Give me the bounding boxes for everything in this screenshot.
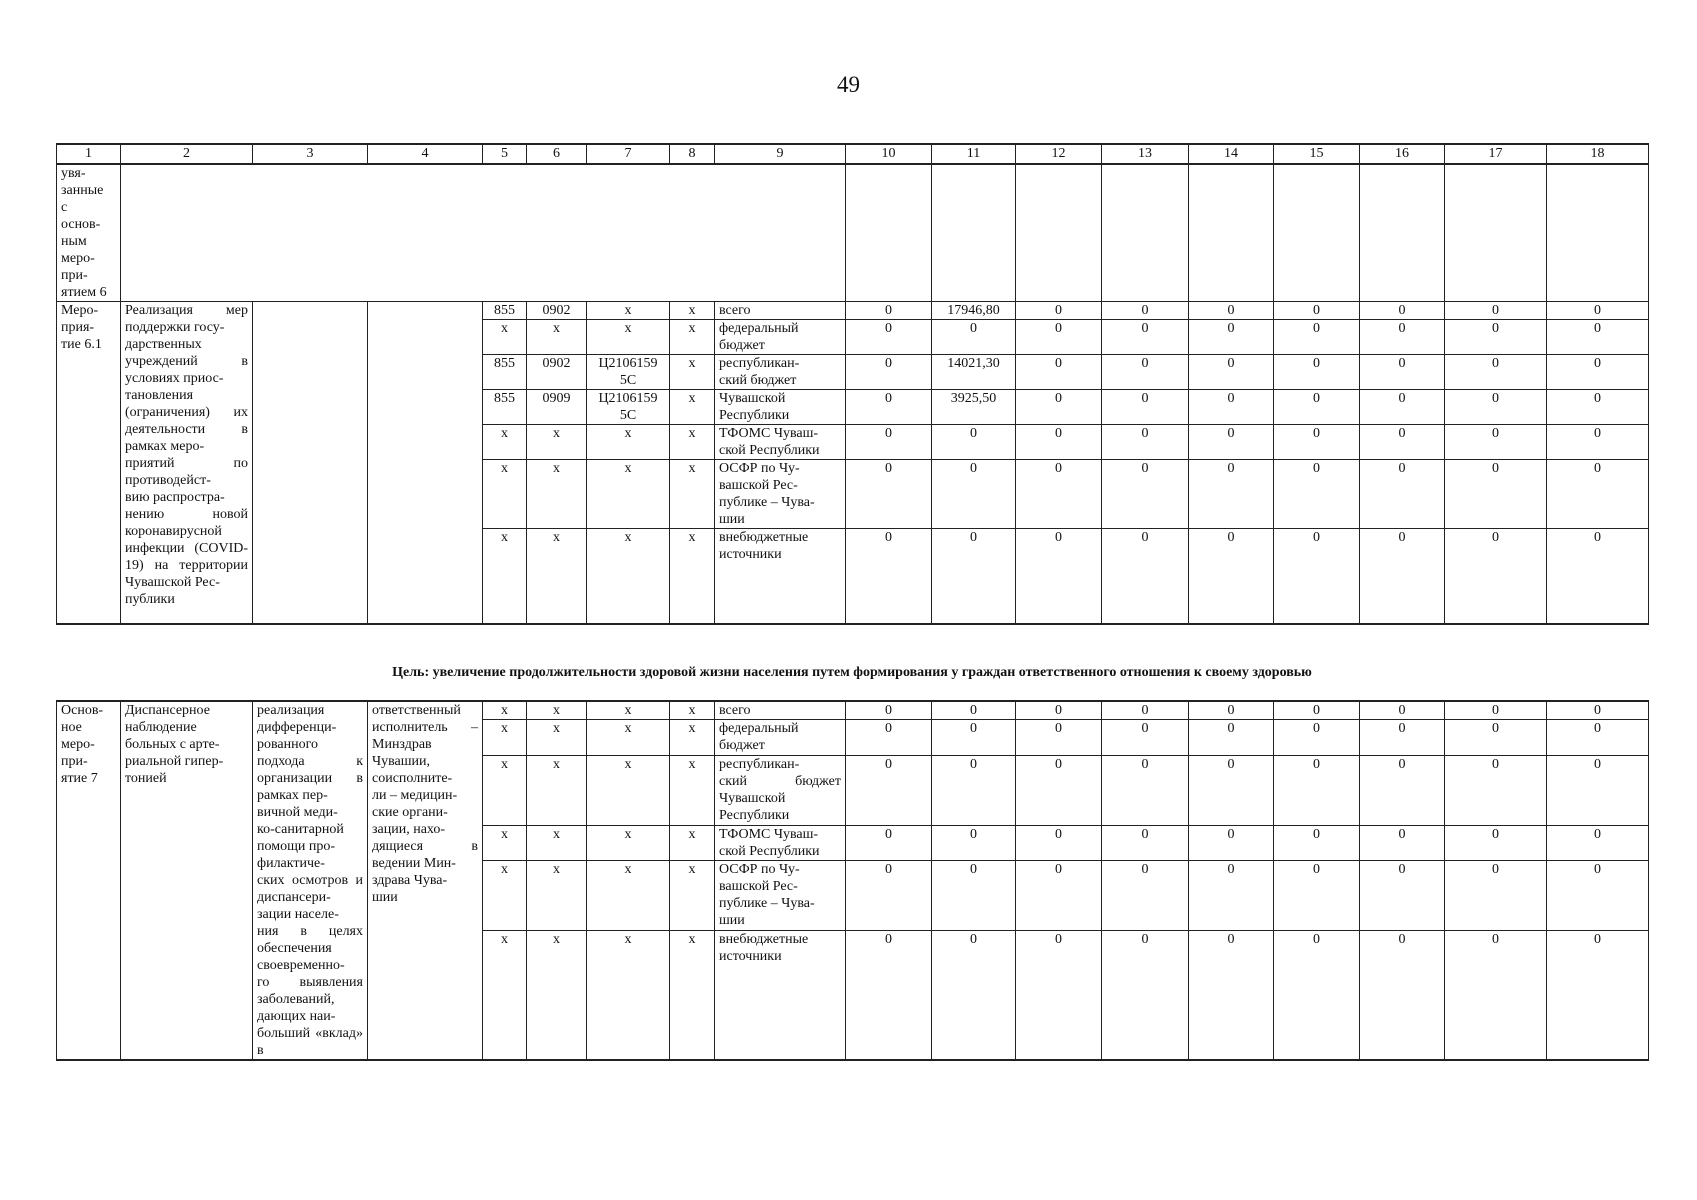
value-cell: 0: [1547, 825, 1649, 860]
value-cell: 0: [846, 930, 932, 1060]
value-cell: 0: [1445, 860, 1547, 930]
empty-merged-cell: [121, 164, 846, 302]
value-cell: 0: [1360, 302, 1445, 320]
value-cell: 0: [1274, 390, 1360, 425]
value-cell: 0: [1102, 930, 1189, 1060]
value-cell: 0: [1360, 320, 1445, 355]
value-cell: 0: [1016, 720, 1102, 755]
code-c5: x: [483, 720, 527, 755]
code-c8: x: [670, 755, 715, 825]
value-cell: 0: [1016, 860, 1102, 930]
executor-cell: [368, 302, 483, 624]
column-number-5: 5: [483, 144, 527, 164]
value-cell: 0: [1102, 302, 1189, 320]
value-cell: 0: [1445, 355, 1547, 390]
code-c5: x: [483, 529, 527, 624]
value-cell: 0: [1274, 355, 1360, 390]
column-number-14: 14: [1189, 144, 1274, 164]
value-cell: 0: [846, 302, 932, 320]
value-cell: 0: [846, 355, 932, 390]
value-cell: 0: [1274, 302, 1360, 320]
value-cell: 0: [1445, 425, 1547, 460]
value-cell: 0: [1274, 720, 1360, 755]
value-cell: 0: [1274, 460, 1360, 529]
column-number-3: 3: [253, 144, 368, 164]
code-c7: x: [587, 460, 670, 529]
value-cell: 0: [1547, 425, 1649, 460]
value-cell: 0: [1189, 860, 1274, 930]
value-cell: 0: [1016, 701, 1102, 720]
code-c6: 0902: [527, 302, 587, 320]
code-c8: x: [670, 529, 715, 624]
value-cell: 0: [1445, 320, 1547, 355]
code-c7: x: [587, 302, 670, 320]
value-cell: 0: [1016, 355, 1102, 390]
value-cell: 0: [1360, 720, 1445, 755]
value-cell: 0: [1360, 860, 1445, 930]
goal-heading: Цель: увеличение продолжительности здоровой жизни населения путем формирования у граждан ответственного отношения к своему здоровью: [392, 665, 1312, 680]
value-cell: 0: [932, 320, 1016, 355]
value-cell: 0: [932, 529, 1016, 624]
value-cell: 0: [1547, 390, 1649, 425]
column-number-18: 18: [1547, 144, 1649, 164]
funding-source: всего: [715, 701, 846, 720]
code-c5: 855: [483, 355, 527, 390]
value-cell: 0: [1102, 755, 1189, 825]
column-number-16: 16: [1360, 144, 1445, 164]
table-row: [57, 302, 1649, 320]
value-cell: 0: [1016, 755, 1102, 825]
value-cell: 0: [1445, 701, 1547, 720]
value-cell: 0: [1360, 755, 1445, 825]
value-cell: 0: [1016, 302, 1102, 320]
empty-cell: [1445, 164, 1547, 302]
code-c6: x: [527, 755, 587, 825]
code-c8: x: [670, 720, 715, 755]
value-cell: 0: [1360, 355, 1445, 390]
code-c5: x: [483, 701, 527, 720]
code-c5: x: [483, 755, 527, 825]
value-cell: 0: [1445, 460, 1547, 529]
empty-cell: [1360, 164, 1445, 302]
value-cell: 0: [1547, 860, 1649, 930]
empty-cell: [1102, 164, 1189, 302]
value-cell: 0: [932, 930, 1016, 1060]
code-c6: x: [527, 529, 587, 624]
value-cell: 0: [1189, 701, 1274, 720]
value-cell: 0: [1016, 529, 1102, 624]
value-cell: 0: [932, 720, 1016, 755]
code-c8: x: [670, 701, 715, 720]
code-c7: x: [587, 930, 670, 1060]
value-cell: 0: [1016, 460, 1102, 529]
code-c8: x: [670, 825, 715, 860]
value-cell: 0: [1189, 825, 1274, 860]
value-cell: 0: [846, 755, 932, 825]
funding-source: внебюджетные источники: [715, 529, 846, 624]
value-cell: 0: [1360, 930, 1445, 1060]
value-cell: 0: [1547, 755, 1649, 825]
value-cell: 0: [1102, 720, 1189, 755]
code-c7: x: [587, 425, 670, 460]
value-cell: 0: [1547, 930, 1649, 1060]
value-cell: 0: [1189, 320, 1274, 355]
code-c7: x: [587, 825, 670, 860]
value-cell: 0: [1016, 825, 1102, 860]
column-number-4: 4: [368, 144, 483, 164]
value-cell: 0: [1360, 425, 1445, 460]
value-cell: 0: [1547, 720, 1649, 755]
value-cell: 3925,50: [932, 390, 1016, 425]
column-number-row: [57, 144, 1649, 164]
value-cell: 0: [1547, 701, 1649, 720]
value-cell: 0: [846, 425, 932, 460]
empty-cell: [1547, 164, 1649, 302]
code-c5: x: [483, 425, 527, 460]
value-cell: 0: [846, 701, 932, 720]
code-c6: x: [527, 860, 587, 930]
column-number-1: 1: [57, 144, 121, 164]
value-cell: 0: [1360, 529, 1445, 624]
empty-cell: [1189, 164, 1274, 302]
code-c5: x: [483, 930, 527, 1060]
code-c8: x: [670, 460, 715, 529]
value-cell: 0: [1102, 320, 1189, 355]
code-c5: x: [483, 460, 527, 529]
funding-table-bottom: [56, 700, 1649, 1061]
value-cell: 0: [846, 390, 932, 425]
code-c6: x: [527, 701, 587, 720]
value-cell: 0: [1360, 701, 1445, 720]
value-cell: 0: [1102, 825, 1189, 860]
value-cell: 0: [1189, 425, 1274, 460]
value-cell: 0: [932, 755, 1016, 825]
value-cell: 0: [932, 460, 1016, 529]
code-c8: x: [670, 302, 715, 320]
code-c7: x: [587, 701, 670, 720]
value-cell: 0: [846, 720, 932, 755]
column-number-9: 9: [715, 144, 846, 164]
value-cell: 17946,80: [932, 302, 1016, 320]
value-cell: 0: [1016, 390, 1102, 425]
code-c8: x: [670, 425, 715, 460]
column-number-7: 7: [587, 144, 670, 164]
value-cell: 0: [846, 825, 932, 860]
funding-source: ТФОМС Чуваш- ской Республики: [715, 425, 846, 460]
code-c5: x: [483, 825, 527, 860]
value-cell: 0: [1274, 425, 1360, 460]
value-cell: 0: [1016, 320, 1102, 355]
column-number-15: 15: [1274, 144, 1360, 164]
code-c7: Ц2106159 5С: [587, 390, 670, 425]
value-cell: 0: [846, 860, 932, 930]
value-cell: 0: [1189, 460, 1274, 529]
value-cell: 0: [1102, 425, 1189, 460]
value-cell: 0: [1102, 701, 1189, 720]
value-cell: 0: [1102, 460, 1189, 529]
value-cell: 0: [1102, 529, 1189, 624]
code-c6: x: [527, 460, 587, 529]
funding-source: ТФОМС Чуваш- ской Республики: [715, 825, 846, 860]
code-c8: x: [670, 320, 715, 355]
event-name: Реализация мер поддержки госу- дарственных учреждений в условиях приос- тановления (ограничения) их деятельности в рамках меро- приятий по противодейст- вию распростра- нению новой коронавирусной инфекции (COVID-19) на территории Чувашской Рес- публики: [121, 302, 253, 624]
code-c7: x: [587, 720, 670, 755]
funding-source: федеральный бюджет: [715, 320, 846, 355]
column-number-10: 10: [846, 144, 932, 164]
code-c8: x: [670, 860, 715, 930]
table-row: [57, 701, 1649, 720]
code-c5: 855: [483, 302, 527, 320]
column-number-17: 17: [1445, 144, 1547, 164]
value-cell: 0: [1102, 390, 1189, 425]
value-cell: 0: [1547, 529, 1649, 624]
funding-source: республикан- ский бюджет Чувашской Республики: [715, 755, 846, 825]
code-c6: x: [527, 825, 587, 860]
value-cell: 0: [1274, 860, 1360, 930]
empty-cell: [1016, 164, 1102, 302]
value-cell: 0: [1189, 755, 1274, 825]
code-c6: x: [527, 720, 587, 755]
value-cell: 0: [1445, 302, 1547, 320]
code-c5: x: [483, 320, 527, 355]
code-c7: x: [587, 860, 670, 930]
value-cell: 0: [1547, 355, 1649, 390]
value-cell: 0: [1274, 320, 1360, 355]
funding-table-top: [56, 143, 1649, 625]
event-id: Меро- прия- тие 6.1: [57, 302, 121, 624]
value-cell: 0: [1274, 930, 1360, 1060]
value-cell: 0: [1360, 390, 1445, 425]
column-number-8: 8: [670, 144, 715, 164]
value-cell: 0: [1189, 390, 1274, 425]
empty-cell: [1274, 164, 1360, 302]
value-cell: 0: [1189, 302, 1274, 320]
value-cell: 0: [1445, 529, 1547, 624]
value-cell: 0: [1274, 825, 1360, 860]
column-number-6: 6: [527, 144, 587, 164]
funding-source: федеральный бюджет: [715, 720, 846, 755]
empty-cell: [932, 164, 1016, 302]
code-c7: x: [587, 529, 670, 624]
code-c5: x: [483, 860, 527, 930]
column-number-13: 13: [1102, 144, 1189, 164]
code-c8: x: [670, 355, 715, 390]
value-cell: 0: [1547, 320, 1649, 355]
event-name: Диспансерное наблюдение больных с арте- риальной гипер- тонией: [121, 701, 253, 1060]
value-cell: 0: [1189, 720, 1274, 755]
value-cell: 0: [1189, 930, 1274, 1060]
intro-row: [57, 164, 1649, 302]
linked-to-event-6-text: увя- занные с основ- ным меро- при- ятием 6: [57, 164, 121, 302]
code-c5: 855: [483, 390, 527, 425]
value-cell: 0: [1445, 390, 1547, 425]
value-cell: 14021,30: [932, 355, 1016, 390]
value-cell: 0: [932, 425, 1016, 460]
code-c6: x: [527, 320, 587, 355]
value-cell: 0: [1445, 825, 1547, 860]
funding-source: внебюджетные источники: [715, 930, 846, 1060]
value-cell: 0: [1547, 460, 1649, 529]
event-id: Основ- ное меро- при- ятие 7: [57, 701, 121, 1060]
column-number-11: 11: [932, 144, 1016, 164]
column-number-12: 12: [1016, 144, 1102, 164]
value-cell: 0: [1274, 755, 1360, 825]
code-c6: 0909: [527, 390, 587, 425]
funding-source: ОСФР по Чу- вашской Рес- публике – Чува- шии: [715, 860, 846, 930]
value-cell: 0: [1445, 720, 1547, 755]
value-cell: 0: [1360, 825, 1445, 860]
funding-source: всего: [715, 302, 846, 320]
funding-source: Чувашской Республики: [715, 390, 846, 425]
funding-source: республикан- ский бюджет: [715, 355, 846, 390]
value-cell: 0: [846, 460, 932, 529]
value-cell: 0: [846, 529, 932, 624]
column-number-2: 2: [121, 144, 253, 164]
funding-source: ОСФР по Чу- вашской Рес- публике – Чува- шии: [715, 460, 846, 529]
value-cell: 0: [1189, 529, 1274, 624]
page-number: 49: [837, 72, 860, 97]
executor-cell: ответственный исполнитель – Минздрав Чувашии, соисполните- ли – медицин- ские органи- зации, нахо- дящиеся в ведении Мин- здрава Чува- шии: [368, 701, 483, 1060]
value-cell: 0: [1360, 460, 1445, 529]
value-cell: 0: [1102, 860, 1189, 930]
value-cell: 0: [846, 320, 932, 355]
value-cell: 0: [932, 860, 1016, 930]
code-c6: x: [527, 425, 587, 460]
description-cell: реализация дифференци- рованного подхода к организации в рамках пер- вичной меди- ко-санитарной помощи про- филактиче- ских осмотров и диспансери- зации населе- ния в целях обеспечения своевременно- го выявления заболеваний, дающих наи- больший «вклад» в: [253, 701, 368, 1060]
value-cell: 0: [1189, 355, 1274, 390]
value-cell: 0: [932, 825, 1016, 860]
value-cell: 0: [1547, 302, 1649, 320]
value-cell: 0: [1274, 701, 1360, 720]
description-cell: [253, 302, 368, 624]
value-cell: 0: [1016, 425, 1102, 460]
code-c7: Ц2106159 5С: [587, 355, 670, 390]
code-c6: x: [527, 930, 587, 1060]
code-c8: x: [670, 930, 715, 1060]
value-cell: 0: [932, 701, 1016, 720]
code-c7: x: [587, 320, 670, 355]
code-c7: x: [587, 755, 670, 825]
code-c8: x: [670, 390, 715, 425]
value-cell: 0: [1102, 355, 1189, 390]
value-cell: 0: [1445, 755, 1547, 825]
value-cell: 0: [1445, 930, 1547, 1060]
value-cell: 0: [1274, 529, 1360, 624]
code-c6: 0902: [527, 355, 587, 390]
value-cell: 0: [1016, 930, 1102, 1060]
empty-cell: [846, 164, 932, 302]
